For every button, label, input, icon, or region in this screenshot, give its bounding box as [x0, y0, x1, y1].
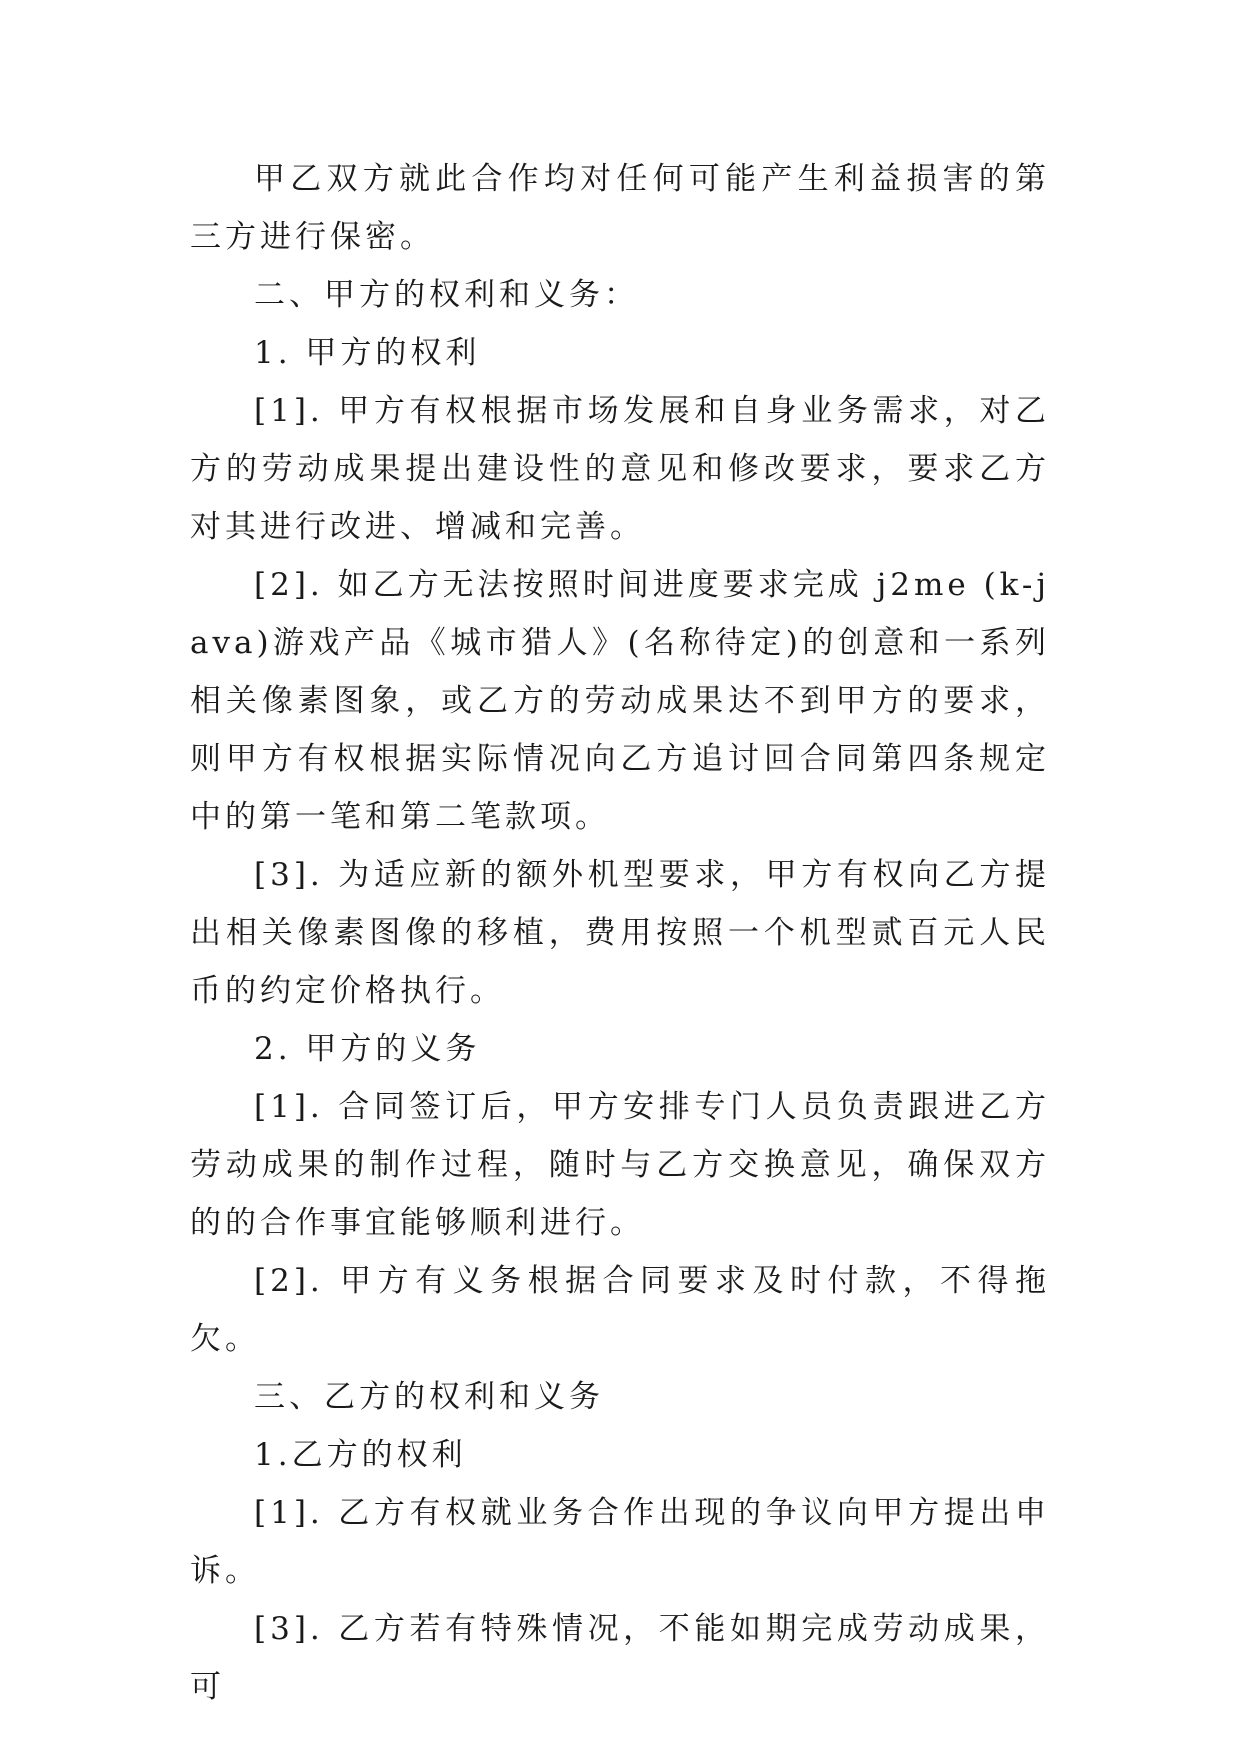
- document-page: [190, 150, 1050, 1716]
- clause-a-duties-2: [2]. 甲方有义务根据合同要求及时付款，不得拖欠。: [190, 1263, 1050, 1357]
- subheading-party-a-duties: 2. 甲方的义务: [254, 1031, 481, 1067]
- section-heading-party-a-rights-duties: 二、甲方的权利和义务：: [254, 277, 639, 313]
- subheading-party-b-rights: 1.乙方的权利: [254, 1437, 467, 1473]
- clause-a-rights-2: [2]. 如乙方无法按照时间进度要求完成 j2me (k-java)游戏产品《城市猎人》(名称待定)的创意和一系列相关像素图象，或乙方的劳动成果达不到甲方的要求，则甲方有权根据实际情况向乙方追讨回合同第四条规定中的第一笔和第二笔款项。: [190, 567, 1050, 835]
- section-heading-party-b-rights-duties: 三、乙方的权利和义务: [254, 1379, 604, 1415]
- paragraph-confidentiality: 甲乙双方就此合作均对任何可能产生利益损害的第三方进行保密。: [190, 161, 1050, 255]
- clause-a-rights-1: [1]. 甲方有权根据市场发展和自身业务需求，对乙方的劳动成果提出建设性的意见和修改要求，要求乙方对其进行改进、增减和完善。: [190, 393, 1050, 545]
- clause-b-rights-1: [1]. 乙方有权就业务合作出现的争议向甲方提出申诉。: [190, 1495, 1050, 1589]
- clause-b-rights-3: [3]. 乙方若有特殊情况，不能如期完成劳动成果，可: [190, 1611, 1050, 1705]
- clause-a-rights-3: [3]. 为适应新的额外机型要求，甲方有权向乙方提出相关像素图像的移植，费用按照一个机型贰百元人民币的约定价格执行。: [190, 857, 1050, 1009]
- clause-a-duties-1: [1]. 合同签订后，甲方安排专门人员负责跟进乙方劳动成果的制作过程，随时与乙方交换意见，确保双方的的合作事宜能够顺利进行。: [190, 1089, 1050, 1241]
- subheading-party-a-rights: 1. 甲方的权利: [254, 335, 481, 371]
